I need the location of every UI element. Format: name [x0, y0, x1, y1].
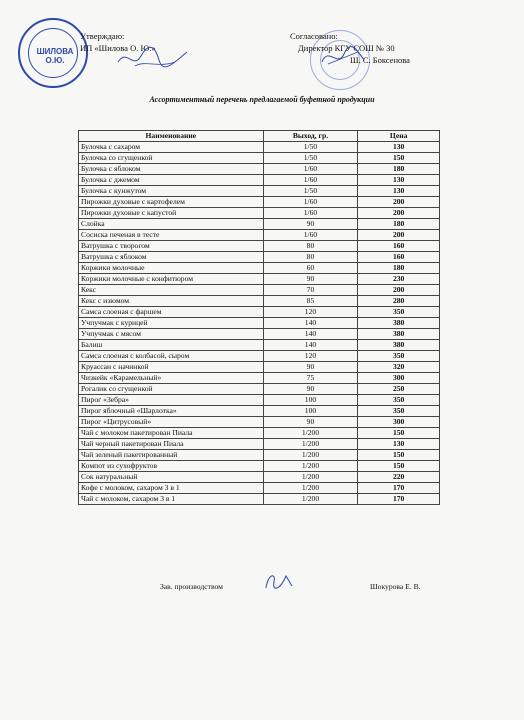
- table-row: [79, 417, 440, 428]
- item-name-cell: Ватрушка с яблоком: [79, 252, 264, 263]
- item-name-cell: Кекс: [79, 285, 264, 296]
- item-name-cell: Пирожки духовые с капустой: [79, 208, 264, 219]
- menu-table: [78, 130, 440, 505]
- item-portion-cell: 80: [263, 252, 358, 263]
- item-name-cell: Булочка с джемом: [79, 175, 264, 186]
- item-portion-cell: 90: [263, 219, 358, 230]
- table-row: [79, 428, 440, 439]
- table-row: [79, 329, 440, 340]
- item-portion-cell: 1/200: [263, 483, 358, 494]
- item-price-cell: 150: [358, 461, 440, 472]
- item-name-cell: Чизкейк «Карамельный»: [79, 373, 264, 384]
- item-portion-cell: 120: [263, 307, 358, 318]
- item-portion-cell: 100: [263, 395, 358, 406]
- company-stamp-name: ШИЛОВА О.Ю.: [36, 47, 74, 65]
- item-price-cell: 180: [358, 164, 440, 175]
- item-name-cell: Рогалик со сгущенкой: [79, 384, 264, 395]
- item-portion-cell: 75: [263, 373, 358, 384]
- item-name-cell: Булочка с кунжутом: [79, 186, 264, 197]
- item-price-cell: 130: [358, 186, 440, 197]
- item-price-cell: 130: [358, 142, 440, 153]
- table-row: [79, 230, 440, 241]
- item-price-cell: 180: [358, 219, 440, 230]
- item-price-cell: 200: [358, 285, 440, 296]
- item-name-cell: Ватрушка с творогом: [79, 241, 264, 252]
- item-portion-cell: 140: [263, 329, 358, 340]
- item-name-cell: Кекс с изюмом: [79, 296, 264, 307]
- item-name-cell: Самса слоеная с фаршем: [79, 307, 264, 318]
- item-name-cell: Пирог яблочный «Шарлотка»: [79, 406, 264, 417]
- item-name-cell: Пирожки духовые с картофелем: [79, 197, 264, 208]
- item-price-cell: 130: [358, 175, 440, 186]
- item-price-cell: 220: [358, 472, 440, 483]
- table-row: [79, 494, 440, 505]
- item-portion-cell: 120: [263, 351, 358, 362]
- table-row: [79, 483, 440, 494]
- item-price-cell: 280: [358, 296, 440, 307]
- item-portion-cell: 1/200: [263, 450, 358, 461]
- table-row: [79, 164, 440, 175]
- table-row: [79, 439, 440, 450]
- item-portion-cell: 1/50: [263, 142, 358, 153]
- table-row: [79, 252, 440, 263]
- manager-signature: [262, 568, 296, 594]
- item-portion-cell: 1/60: [263, 175, 358, 186]
- item-portion-cell: 1/50: [263, 153, 358, 164]
- table-row: [79, 340, 440, 351]
- item-price-cell: 350: [358, 307, 440, 318]
- item-price-cell: 170: [358, 494, 440, 505]
- item-name-cell: Сок натуральный: [79, 472, 264, 483]
- item-price-cell: 350: [358, 351, 440, 362]
- item-portion-cell: 1/200: [263, 494, 358, 505]
- item-portion-cell: 70: [263, 285, 358, 296]
- item-price-cell: 150: [358, 450, 440, 461]
- item-portion-cell: 1/200: [263, 472, 358, 483]
- approver-signature: [115, 42, 190, 72]
- table-row: [79, 296, 440, 307]
- item-portion-cell: 90: [263, 417, 358, 428]
- table-row: [79, 362, 440, 373]
- item-portion-cell: 140: [263, 340, 358, 351]
- item-price-cell: 380: [358, 329, 440, 340]
- table-row: [79, 153, 440, 164]
- table-row: [79, 406, 440, 417]
- item-name-cell: Самса слоеная с колбасой, сыром: [79, 351, 264, 362]
- footer-name: Шокурова Е. В.: [370, 582, 421, 591]
- column-header-price: Цена: [358, 131, 440, 142]
- item-price-cell: 230: [358, 274, 440, 285]
- agreement-name: Ш. С. Боксенова: [350, 55, 410, 65]
- agreement-label: Согласовано:: [290, 31, 338, 41]
- item-name-cell: Кофе с молоком, сахаром 3 в 1: [79, 483, 264, 494]
- table-row: [79, 186, 440, 197]
- item-name-cell: Булочка с яблоком: [79, 164, 264, 175]
- item-portion-cell: 90: [263, 384, 358, 395]
- item-name-cell: Сосиска печеная в тесте: [79, 230, 264, 241]
- table-row: [79, 197, 440, 208]
- item-price-cell: 150: [358, 153, 440, 164]
- item-price-cell: 300: [358, 373, 440, 384]
- item-portion-cell: 1/60: [263, 230, 358, 241]
- item-name-cell: Пирог «Зебра»: [79, 395, 264, 406]
- item-name-cell: Коржики молочные: [79, 263, 264, 274]
- table-row: [79, 307, 440, 318]
- item-price-cell: 200: [358, 230, 440, 241]
- item-name-cell: Чай с молоком, сахаром 3 в 1: [79, 494, 264, 505]
- table-row: [79, 395, 440, 406]
- item-price-cell: 130: [358, 439, 440, 450]
- table-row: [79, 318, 440, 329]
- item-name-cell: Учпучмак с курицей: [79, 318, 264, 329]
- item-portion-cell: 90: [263, 274, 358, 285]
- item-price-cell: 180: [358, 263, 440, 274]
- item-portion-cell: 60: [263, 263, 358, 274]
- item-price-cell: 160: [358, 252, 440, 263]
- agreement-block: [290, 30, 460, 66]
- table-row: [79, 461, 440, 472]
- item-portion-cell: 100: [263, 406, 358, 417]
- table-row: [79, 219, 440, 230]
- item-portion-cell: 1/60: [263, 164, 358, 175]
- table-row: [79, 384, 440, 395]
- item-price-cell: 200: [358, 197, 440, 208]
- item-portion-cell: 1/200: [263, 428, 358, 439]
- item-portion-cell: 1/60: [263, 197, 358, 208]
- item-portion-cell: 140: [263, 318, 358, 329]
- table-row: [79, 208, 440, 219]
- item-price-cell: 350: [358, 395, 440, 406]
- item-price-cell: 200: [358, 208, 440, 219]
- item-name-cell: Булочка со сгущенкой: [79, 153, 264, 164]
- item-name-cell: Учпучмак с мясом: [79, 329, 264, 340]
- table-row: [79, 263, 440, 274]
- item-portion-cell: 1/200: [263, 439, 358, 450]
- item-price-cell: 300: [358, 417, 440, 428]
- director-signature: [318, 44, 368, 70]
- item-portion-cell: 1/60: [263, 208, 358, 219]
- item-portion-cell: 80: [263, 241, 358, 252]
- item-portion-cell: 85: [263, 296, 358, 307]
- item-name-cell: Булочка с сахаром: [79, 142, 264, 153]
- footer-position: Зав. производством: [160, 582, 223, 591]
- item-price-cell: 380: [358, 318, 440, 329]
- table-row: [79, 450, 440, 461]
- table-row: [79, 241, 440, 252]
- item-name-cell: Компот из сухофруктов: [79, 461, 264, 472]
- document-title: Ассортиментный перечень предлагаемой буфетной продукции: [149, 95, 375, 104]
- item-price-cell: 250: [358, 384, 440, 395]
- item-name-cell: Чай черный пакетирован Пиала: [79, 439, 264, 450]
- company-stamp: [18, 18, 88, 88]
- item-portion-cell: 1/200: [263, 461, 358, 472]
- item-name-cell: Коржики молочные с конфитюром: [79, 274, 264, 285]
- agreement-position: Директор КГУ СОШ № 30: [298, 43, 395, 53]
- item-price-cell: 350: [358, 406, 440, 417]
- table-row: [79, 175, 440, 186]
- column-header-portion: Выход, гр.: [263, 131, 358, 142]
- approval-name: ИП «Шилова О. Ю.»: [80, 43, 156, 53]
- item-name-cell: Балиш: [79, 340, 264, 351]
- item-price-cell: 150: [358, 428, 440, 439]
- table-row: [79, 472, 440, 483]
- table-row: [79, 274, 440, 285]
- table-row: [79, 142, 440, 153]
- table-row: [79, 285, 440, 296]
- item-price-cell: 320: [358, 362, 440, 373]
- item-price-cell: 170: [358, 483, 440, 494]
- menu-table-body: [79, 142, 440, 505]
- item-name-cell: Слойка: [79, 219, 264, 230]
- item-price-cell: 160: [358, 241, 440, 252]
- table-row: [79, 373, 440, 384]
- table-header-row: [79, 131, 440, 142]
- item-name-cell: Чай с молоком пакетирован Пиала: [79, 428, 264, 439]
- approval-label: Утверждаю:: [80, 31, 125, 41]
- item-portion-cell: 1/50: [263, 186, 358, 197]
- item-portion-cell: 90: [263, 362, 358, 373]
- item-name-cell: Круассан с начинкой: [79, 362, 264, 373]
- item-name-cell: Пирог «Цитрусовый»: [79, 417, 264, 428]
- item-price-cell: 380: [358, 340, 440, 351]
- column-header-name: Наименование: [79, 131, 264, 142]
- item-name-cell: Чай зеленый пакетированный: [79, 450, 264, 461]
- table-row: [79, 351, 440, 362]
